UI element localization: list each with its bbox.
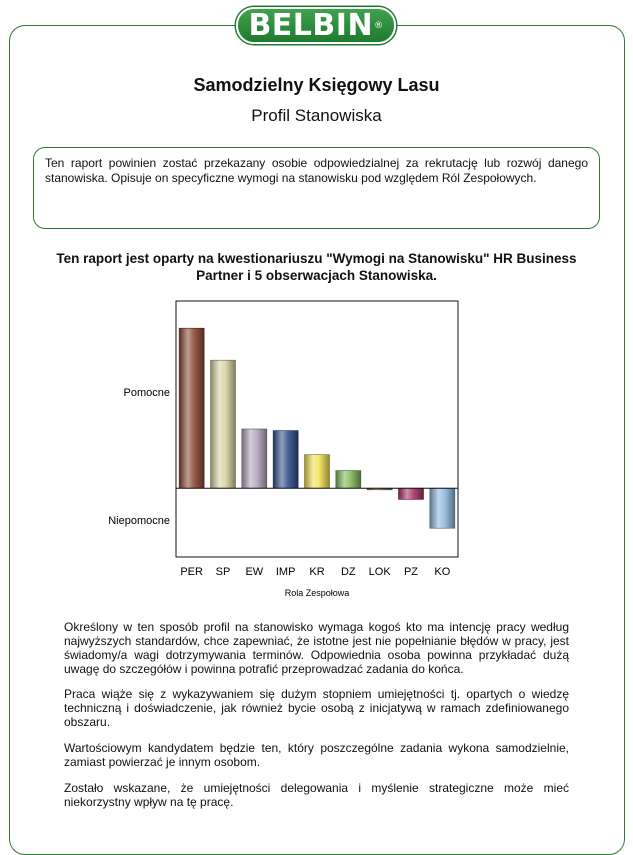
bar-pz [399,488,424,499]
belbin-logo [236,7,396,44]
tick-label-dz: DZ [340,566,356,578]
tick-label-per: PER [180,566,203,578]
registered-mark: ® [374,20,384,31]
notice-text: Ten raport powinien zostać przekazany osobie odpowiedzialnej za rekrutację lub rozwój danego stanowiska. Opisuje on specyficzne wymogi na stanowisku pod względem Ról Zespołowych. [45,156,588,185]
logo-text: BELBIN [248,8,374,43]
bar-sp [211,360,236,488]
tick-label-ew: EW [245,566,264,578]
tick-label-sp: SP [215,566,231,578]
paragraph-3: Wartościowym kandydatem będzie ten, który poszczególne zadania wykona samodzielnie, zamiast powierzać je innym osobom. [64,741,569,769]
y-label-helpful: Pomocne [123,387,170,400]
x-axis-label: Rola Zespołowa [284,588,350,598]
report-basis-line-2: Partner i 5 obserwacjach Stanowiska. [196,268,437,283]
y-label-unhelpful: Niepomocne [108,515,170,528]
bar-kr [305,455,330,489]
page-title: Samodzielny Księgowy Lasu [193,75,440,95]
paragraph-1: Określony w ten sposób profil na stanowisko wymaga kogoś kto ma intencję pracy według najwyższych standardów, chce zapewniać, że istotne jest nie popełnianie błędów w pracy, jest świadomy/a wagi dotrzymywania terminów. Odpowiednia osoba powinna przykładać dużą uwagę do szczegółów i powinna potrafić przeprowadzać zadania do końca. [64,620,569,676]
tick-label-imp: IMP [275,566,296,578]
tick-label-lok: LOK [368,566,391,578]
report-basis [30,250,603,284]
paragraph-4: Zostało wskazane, że umiejętności delegowania i myślenie strategiczne może mieć niekorzystny wpływ na tę pracę. [64,781,569,809]
page-subtitle: Profil Stanowiska [251,106,382,125]
bar-ko [430,488,455,528]
tick-label-ko: KO [434,566,451,578]
report-basis-line-1: Ten raport jest oparty na kwestionariuszu "Wymogi na Stanowisku" HR Business [56,251,577,266]
tick-label-pz: PZ [403,566,419,578]
tick-label-kr: KR [309,566,325,578]
bar-ew [242,429,267,488]
belbin-logo-badge [236,7,396,44]
paragraph-2: Praca wiąże się z wykazywaniem się dużym stopniem umiejętności tj. opartych o wiedzę techniczną i doświadczenie, jak również bycie osobą z inicjatywą w ramach zdefiniowanego obszaru. [64,687,569,729]
team-role-chart [100,295,480,605]
notice-box [33,147,600,229]
bar-per [179,328,204,488]
bar-imp [273,431,298,489]
x-tick-labels [180,566,450,578]
bar-dz [336,471,361,489]
